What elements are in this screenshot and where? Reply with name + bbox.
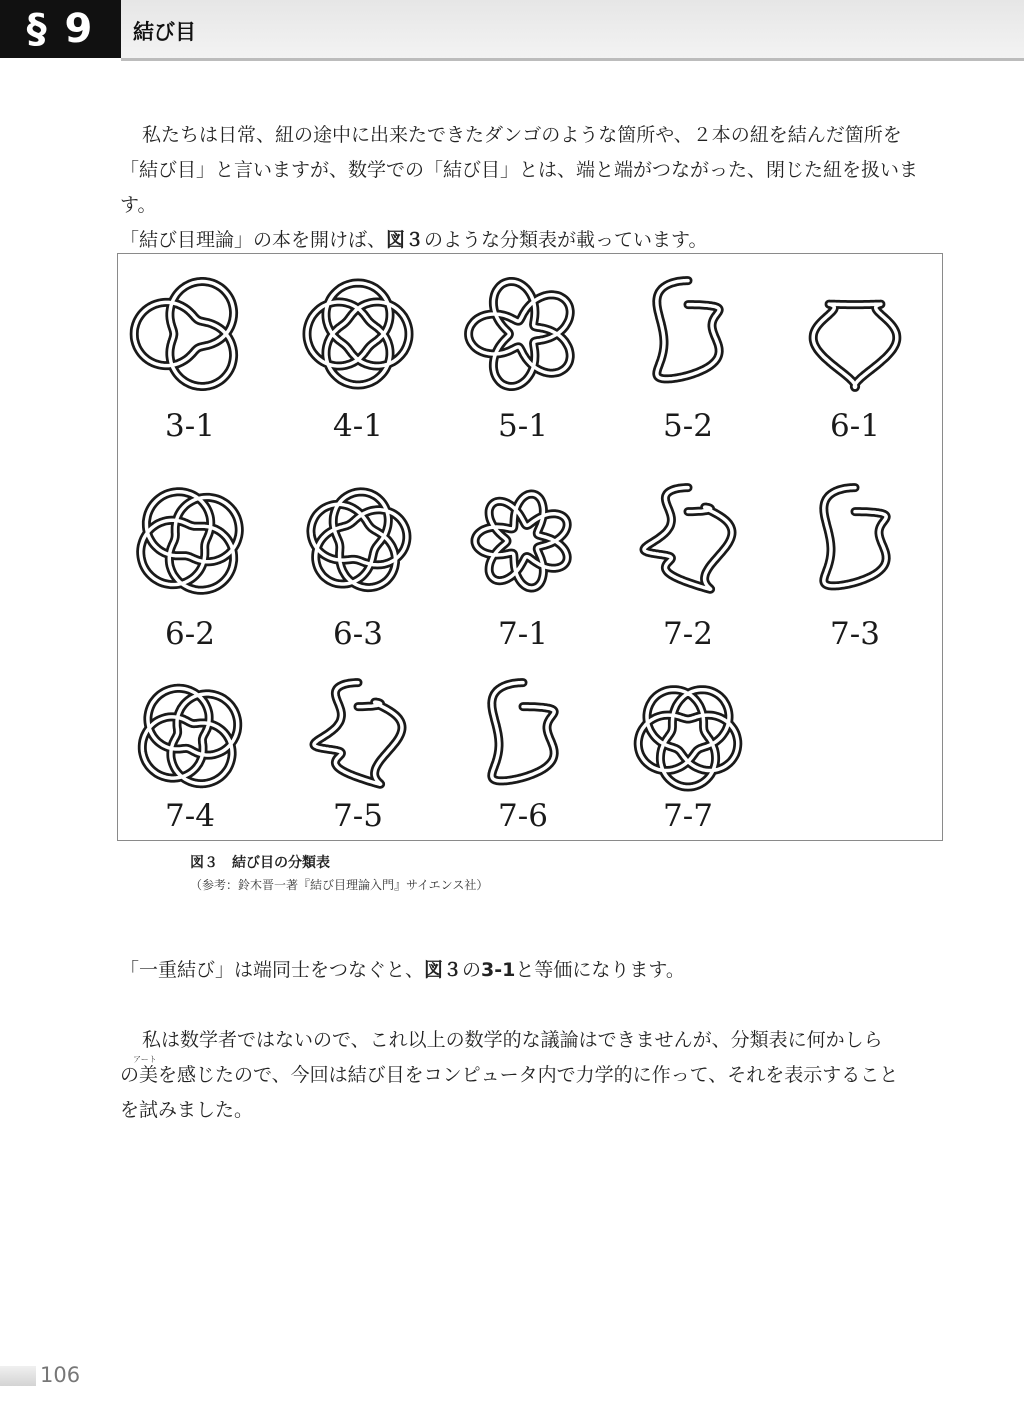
ruby-annotation: アート <box>133 1055 157 1064</box>
paragraph-intro <box>120 118 948 258</box>
intro-line-1: 私たちは日常、紐の途中に出来たできたダンゴのような箇所や、２本の紐を結んだ箇所を <box>142 124 902 146</box>
overhand-figure-ref: 図３ <box>424 959 463 981</box>
trefoil-knot-icon <box>134 282 233 387</box>
knot-7-7-icon <box>638 690 738 787</box>
knot-label: 5-2 <box>663 408 713 444</box>
knot-label: 7-1 <box>498 616 548 652</box>
intro-line-3a: 「結び目理論」の本を開けば、 <box>120 229 387 251</box>
knot-label: 4-1 <box>333 408 383 444</box>
stevedore-knot-icon <box>813 304 897 387</box>
page-number: 106 <box>40 1363 81 1387</box>
knot-label: 6-2 <box>165 616 215 652</box>
knot-7-2-icon <box>644 488 732 590</box>
knot-7-6-icon <box>492 683 554 781</box>
three-twist-knot-icon <box>657 281 719 379</box>
knot-label: 7-6 <box>498 798 548 834</box>
overhand-knot-ref: 3-1 <box>481 959 516 981</box>
knot-6-3-icon <box>311 492 407 588</box>
section-title: 結び目 <box>133 20 196 44</box>
septafoil-knot-icon <box>475 494 567 588</box>
overhand-a: 「一重結び」は端同士をつなぐと、 <box>120 959 425 981</box>
cinquefoil-knot-icon <box>469 282 571 387</box>
knot-table <box>118 254 944 842</box>
knot-label: 6-1 <box>830 408 880 444</box>
knot-7-4-icon <box>142 688 237 783</box>
page-marker <box>0 1366 36 1386</box>
conclusion-line-2: の美を感じたので、今回は結び目をコンピュータ内で力学的に作って、それを表示すること <box>120 1064 899 1086</box>
knot-6-2-icon <box>141 492 240 591</box>
knot-label: 3-1 <box>165 408 215 444</box>
knot-7-3-icon <box>824 488 886 586</box>
figure-eight-knot-icon <box>307 283 409 385</box>
knot-label: 5-1 <box>498 408 548 444</box>
knot-label: 7-2 <box>663 616 713 652</box>
conclusion-line-1: 私は数学者ではないので、これ以上の数学的な議論はできませんが、分類表に何かしら <box>142 1029 883 1051</box>
knot-label: 7-5 <box>333 798 383 834</box>
intro-line-3c: のような分類表が載っています。 <box>424 229 708 251</box>
figure-caption: 図３ 結び目の分類表 <box>190 855 330 871</box>
knot-label: 7-3 <box>830 616 880 652</box>
knot-label: 7-4 <box>165 798 215 834</box>
knot-7-5-icon <box>314 683 402 785</box>
paragraph-conclusion <box>120 1023 948 1128</box>
overhand-e: と等価になります。 <box>515 959 685 981</box>
knot-label: 7-7 <box>663 798 713 834</box>
figure-ref: 図３ <box>386 229 425 251</box>
overhand-c: の <box>462 959 482 981</box>
paragraph-overhand <box>120 953 948 988</box>
intro-line-2: 「結び目」と言いますが、数学での「結び目」とは、端と端がつながった、閉じた紐を扱います。 <box>120 159 919 216</box>
figure-source: （参考：鈴木晋一著『結び目理論入門』サイエンス社） <box>190 878 489 892</box>
header-bar <box>121 0 1024 61</box>
knot-classification-figure <box>117 253 943 841</box>
conclusion-line-3: を試みました。 <box>120 1099 254 1121</box>
knot-label: 6-3 <box>333 616 383 652</box>
section-number: § 9 <box>0 0 121 58</box>
